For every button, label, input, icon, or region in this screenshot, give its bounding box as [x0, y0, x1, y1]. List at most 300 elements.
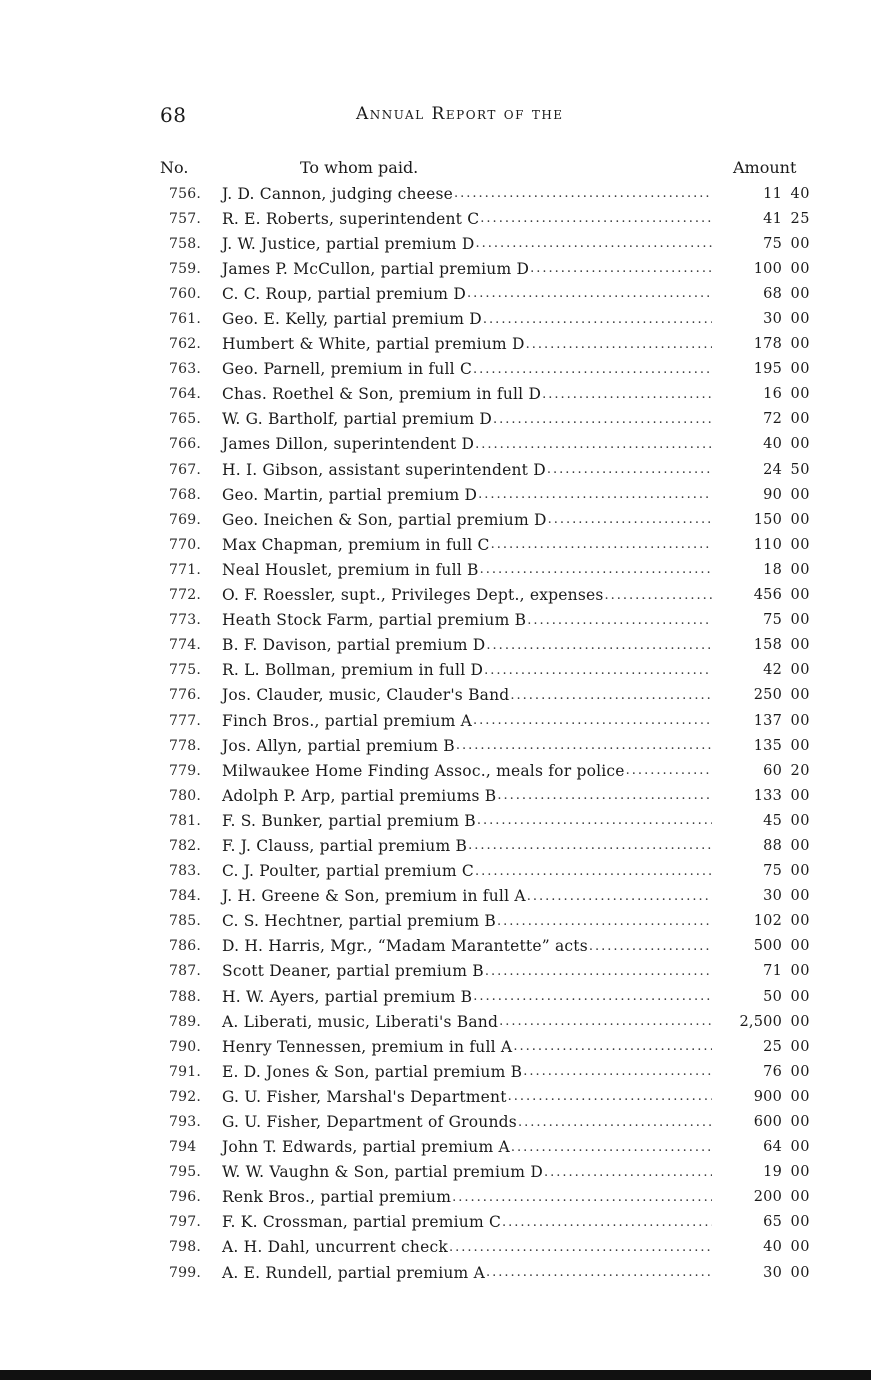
voucher-number: 798.	[169, 1239, 201, 1256]
amount	[712, 763, 810, 779]
dot-leader	[522, 1064, 712, 1079]
dot-leader	[507, 1089, 712, 1104]
payment-row	[160, 1034, 810, 1059]
amount-cents: 00	[790, 386, 810, 403]
amount-cents: 00	[790, 1038, 810, 1055]
payment-row	[160, 557, 810, 582]
voucher-number: 789.	[169, 1013, 201, 1030]
amount-dollars: 150	[753, 511, 782, 528]
amount-cents: 00	[790, 1013, 810, 1030]
dot-leader	[474, 236, 712, 251]
payee-text: Milwaukee Home Finding Assoc., meals for police	[222, 761, 625, 780]
payment-row	[160, 206, 810, 231]
amount-dollars: 195	[753, 361, 782, 378]
payee-text: G. U. Fisher, Marshal's Department	[222, 1087, 507, 1106]
running-head: Annual Report of the	[356, 104, 564, 124]
payment-row	[160, 733, 810, 758]
amount-dollars: 42	[763, 662, 782, 679]
amount-dollars: 200	[753, 1189, 782, 1206]
payee-text: F. J. Clauss, partial premium B	[222, 836, 468, 855]
payee-description	[216, 912, 712, 930]
amount	[712, 788, 810, 804]
amount	[712, 562, 810, 578]
amount	[712, 913, 810, 929]
payee-text: Scott Deaner, partial premium B	[222, 962, 484, 981]
amount-dollars: 76	[763, 1063, 782, 1080]
column-header-amount: Amount	[733, 158, 797, 177]
payment-row	[160, 683, 810, 708]
payee-description	[216, 737, 712, 755]
amount	[712, 963, 810, 979]
amount-dollars: 45	[763, 812, 782, 829]
dot-leader	[547, 512, 712, 527]
amount	[712, 637, 810, 653]
amount	[712, 386, 810, 402]
voucher-number: 799.	[169, 1264, 201, 1281]
amount-cents: 00	[790, 311, 810, 328]
voucher-number: 784.	[169, 888, 201, 905]
amount-cents: 00	[790, 1189, 810, 1206]
amount-dollars: 65	[763, 1214, 782, 1231]
payee-text: James P. McCullon, partial premium D	[222, 259, 530, 278]
amount	[712, 662, 810, 678]
amount	[712, 462, 810, 478]
voucher-number: 780.	[169, 787, 201, 804]
voucher-number: 779.	[169, 762, 201, 779]
payee-description	[216, 962, 712, 980]
amount-cents: 00	[790, 1088, 810, 1105]
voucher-number: 794	[169, 1139, 197, 1156]
payee-text: John T. Edwards, partial premium A	[222, 1138, 510, 1157]
payment-row	[160, 808, 810, 833]
amount	[712, 286, 810, 302]
voucher-number: 788.	[169, 988, 201, 1005]
amount-cents: 00	[790, 787, 810, 804]
payment-row	[160, 658, 810, 683]
amount	[712, 1214, 810, 1230]
amount-dollars: 11	[763, 185, 782, 202]
dot-leader	[604, 588, 712, 603]
dot-leader	[455, 738, 712, 753]
voucher-number: 772.	[169, 587, 201, 604]
amount	[712, 411, 810, 427]
amount-dollars: 19	[763, 1164, 782, 1181]
payee-description	[216, 410, 712, 428]
dot-leader	[526, 889, 712, 904]
amount	[712, 537, 810, 553]
payment-row	[160, 256, 810, 281]
dot-leader	[448, 1240, 712, 1255]
payee-description	[216, 561, 712, 579]
voucher-number: 763.	[169, 361, 201, 378]
voucher-number: 790.	[169, 1038, 201, 1055]
amount	[712, 938, 810, 954]
voucher-number: 785.	[169, 913, 201, 930]
payment-row	[160, 583, 810, 608]
amount-cents: 00	[790, 260, 810, 277]
payee-description	[216, 210, 712, 228]
voucher-number: 757.	[169, 210, 201, 227]
amount-cents: 00	[790, 687, 810, 704]
payee-text: James Dillon, superintendent D	[222, 435, 475, 454]
amount	[712, 1014, 810, 1030]
payee-description	[216, 435, 712, 453]
payee-text: F. S. Bunker, partial premium B	[222, 811, 476, 830]
voucher-number: 786.	[169, 938, 201, 955]
amount	[712, 612, 810, 628]
amount-dollars: 24	[763, 461, 782, 478]
payee-description	[216, 511, 712, 529]
payee-description	[216, 686, 712, 704]
payment-row	[160, 1009, 810, 1034]
dot-leader	[501, 1215, 712, 1230]
voucher-number: 758.	[169, 235, 201, 252]
amount-cents: 00	[790, 561, 810, 578]
amount-cents: 00	[790, 486, 810, 503]
amount-dollars: 137	[753, 712, 782, 729]
payee-description	[216, 486, 712, 504]
amount-dollars: 60	[763, 762, 782, 779]
voucher-number: 776.	[169, 687, 201, 704]
amount-dollars: 133	[753, 787, 782, 804]
voucher-number: 759.	[169, 260, 201, 277]
payee-description	[216, 837, 712, 855]
amount	[712, 336, 810, 352]
payment-row	[160, 833, 810, 858]
payment-row	[160, 457, 810, 482]
amount	[712, 1265, 810, 1281]
column-header-no: No.	[160, 158, 189, 177]
payment-row	[160, 432, 810, 457]
dot-leader	[474, 864, 712, 879]
dot-leader	[490, 537, 712, 552]
amount-dollars: 456	[753, 587, 782, 604]
voucher-number: 766.	[169, 436, 201, 453]
dot-leader	[510, 1140, 712, 1155]
payee-text: Geo. Parnell, premium in full C	[222, 360, 473, 379]
payee-text: O. F. Roessler, supt., Privileges Dept., expenses	[222, 586, 604, 605]
voucher-number: 756.	[169, 185, 201, 202]
dot-leader	[526, 613, 712, 628]
payment-row	[160, 231, 810, 256]
payee-description	[216, 1038, 712, 1056]
payee-text: E. D. Jones & Son, partial premium B	[222, 1062, 523, 1081]
payee-text: R. E. Roberts, superintendent C	[222, 209, 480, 228]
payee-description	[216, 360, 712, 378]
amount-dollars: 72	[763, 411, 782, 428]
payment-list	[160, 181, 810, 1285]
payee-description	[216, 1213, 712, 1231]
voucher-number: 764.	[169, 386, 201, 403]
amount-cents: 00	[790, 511, 810, 528]
voucher-number: 761.	[169, 311, 201, 328]
payee-description	[216, 260, 712, 278]
amount	[712, 863, 810, 879]
payee-text: Geo. E. Kelly, partial premium D	[222, 310, 482, 329]
dot-leader	[543, 1165, 712, 1180]
amount-cents: 00	[790, 863, 810, 880]
amount-dollars: 102	[753, 913, 782, 930]
payment-row	[160, 859, 810, 884]
amount	[712, 261, 810, 277]
payee-text: W. W. Vaughn & Son, partial premium D	[222, 1163, 543, 1182]
amount-dollars: 250	[753, 687, 782, 704]
voucher-number: 782.	[169, 837, 201, 854]
amount-dollars: 600	[753, 1114, 782, 1131]
amount	[712, 1139, 810, 1155]
amount	[712, 813, 810, 829]
amount-dollars: 64	[763, 1139, 782, 1156]
dot-leader	[451, 1190, 712, 1205]
amount	[712, 436, 810, 452]
amount-dollars: 50	[763, 988, 782, 1005]
amount-dollars: 75	[763, 863, 782, 880]
amount-cents: 00	[790, 1239, 810, 1256]
amount-cents: 00	[790, 938, 810, 955]
payee-description	[216, 1113, 712, 1131]
payment-row	[160, 1109, 810, 1134]
dot-leader	[529, 261, 712, 276]
payee-description	[216, 285, 712, 303]
amount-dollars: 25	[763, 1038, 782, 1055]
amount-dollars: 75	[763, 235, 782, 252]
amount-cents: 00	[790, 1114, 810, 1131]
amount-cents: 00	[790, 612, 810, 629]
amount-cents: 00	[790, 712, 810, 729]
payee-text: Henry Tennessen, premium in full A	[222, 1037, 513, 1056]
amount-dollars: 16	[763, 386, 782, 403]
payment-row	[160, 507, 810, 532]
amount-cents: 00	[790, 235, 810, 252]
amount-dollars: 40	[763, 436, 782, 453]
payment-row	[160, 281, 810, 306]
amount-cents: 00	[790, 737, 810, 754]
amount-cents: 25	[790, 210, 810, 227]
amount-dollars: 158	[753, 637, 782, 654]
amount	[712, 738, 810, 754]
dot-leader	[498, 1014, 712, 1029]
payment-row	[160, 783, 810, 808]
payment-row	[160, 332, 810, 357]
payment-row	[160, 306, 810, 331]
dot-leader	[466, 286, 712, 301]
dot-leader	[625, 763, 712, 778]
dot-leader	[546, 462, 712, 477]
dot-leader	[477, 487, 712, 502]
dot-leader	[484, 964, 712, 979]
payee-description	[216, 586, 712, 604]
voucher-number: 775.	[169, 662, 201, 679]
dot-leader	[482, 312, 712, 327]
voucher-number: 781.	[169, 812, 201, 829]
payee-description	[216, 1063, 712, 1081]
payee-text: R. L. Bollman, premium in full D	[222, 661, 484, 680]
payee-text: J. W. Justice, partial premium D	[222, 234, 475, 253]
amount-dollars: 71	[763, 963, 782, 980]
payee-text: H. I. Gibson, assistant superintendent D	[222, 460, 546, 479]
payment-row	[160, 1185, 810, 1210]
amount-cents: 00	[790, 1063, 810, 1080]
payee-description	[216, 235, 712, 253]
payment-row	[160, 1084, 810, 1109]
amount	[712, 1239, 810, 1255]
amount-cents: 00	[790, 888, 810, 905]
payee-description	[216, 661, 712, 679]
payee-description	[216, 1138, 712, 1156]
payee-text: C. S. Hechtner, partial premium B	[222, 912, 497, 931]
payee-description	[216, 762, 712, 780]
amount-cents: 00	[790, 1139, 810, 1156]
amount-dollars: 40	[763, 1239, 782, 1256]
amount-dollars: 75	[763, 612, 782, 629]
amount-cents: 00	[790, 988, 810, 1005]
amount	[712, 1114, 810, 1130]
dot-leader	[512, 1039, 712, 1054]
amount-cents: 20	[790, 762, 810, 779]
amount-dollars: 30	[763, 888, 782, 905]
amount-cents: 00	[790, 1164, 810, 1181]
payment-row	[160, 1059, 810, 1084]
payee-text: G. U. Fisher, Department of Grounds	[222, 1113, 517, 1132]
payee-description	[216, 335, 712, 353]
payee-description	[216, 712, 712, 730]
payment-row	[160, 1210, 810, 1235]
dot-leader	[541, 387, 712, 402]
payee-text: F. K. Crossman, partial premium C	[222, 1213, 502, 1232]
amount	[712, 1064, 810, 1080]
payee-description	[216, 937, 712, 955]
payee-text: Jos. Clauder, music, Clauder's Band	[222, 686, 510, 705]
voucher-number: 774.	[169, 637, 201, 654]
amount	[712, 838, 810, 854]
payee-description	[216, 887, 712, 905]
amount	[712, 186, 810, 202]
dot-leader	[472, 713, 712, 728]
amount-dollars: 90	[763, 486, 782, 503]
amount-cents: 00	[790, 411, 810, 428]
voucher-number: 797.	[169, 1214, 201, 1231]
amount-dollars: 110	[753, 536, 782, 553]
dot-leader	[588, 939, 712, 954]
voucher-number: 793.	[169, 1114, 201, 1131]
amount	[712, 361, 810, 377]
payment-row	[160, 1260, 810, 1285]
amount-cents: 00	[790, 1264, 810, 1281]
payee-text: Geo. Ineichen & Son, partial premium D	[222, 510, 547, 529]
dot-leader	[474, 437, 712, 452]
voucher-number: 767.	[169, 461, 201, 478]
voucher-number: 765.	[169, 411, 201, 428]
amount-cents: 00	[790, 662, 810, 679]
payee-text: Chas. Roethel & Son, premium in full D	[222, 385, 542, 404]
amount-dollars: 68	[763, 285, 782, 302]
amount-cents: 00	[790, 436, 810, 453]
amount-cents: 00	[790, 963, 810, 980]
payee-text: Heath Stock Farm, partial premium B	[222, 611, 527, 630]
amount-cents: 40	[790, 185, 810, 202]
payee-description	[216, 988, 712, 1006]
payee-description	[216, 636, 712, 654]
amount-cents: 00	[790, 536, 810, 553]
payee-description	[216, 611, 712, 629]
dot-leader	[517, 1115, 712, 1130]
payment-row	[160, 884, 810, 909]
amount	[712, 311, 810, 327]
payee-text: D. H. Harris, Mgr., “Madam Marantette” acts	[222, 937, 588, 956]
payment-row	[160, 357, 810, 382]
payment-row	[160, 959, 810, 984]
payee-text: W. G. Bartholf, partial premium D	[222, 410, 493, 429]
payment-row	[160, 758, 810, 783]
dot-leader	[492, 412, 712, 427]
dot-leader	[479, 211, 712, 226]
voucher-number: 768.	[169, 486, 201, 503]
payee-text: J. H. Greene & Son, premium in full A	[222, 887, 526, 906]
voucher-number: 795.	[169, 1164, 201, 1181]
payee-text: C. C. Roup, partial premium D	[222, 284, 466, 303]
voucher-number: 796.	[169, 1189, 201, 1206]
column-header-to-whom-paid: To whom paid.	[300, 158, 419, 177]
amount-dollars: 2,500	[739, 1013, 782, 1030]
amount-dollars: 30	[763, 1264, 782, 1281]
amount-dollars: 30	[763, 311, 782, 328]
amount	[712, 1164, 810, 1180]
voucher-number: 771.	[169, 561, 201, 578]
payment-row	[160, 532, 810, 557]
dot-leader	[453, 186, 712, 201]
payment-row	[160, 181, 810, 206]
payee-description	[216, 1238, 712, 1256]
payee-description	[216, 185, 712, 203]
payment-row	[160, 1160, 810, 1185]
amount	[712, 713, 810, 729]
voucher-number: 778.	[169, 737, 201, 754]
dot-leader	[472, 362, 712, 377]
dot-leader	[483, 663, 712, 678]
payee-text: Finch Bros., partial premium A	[222, 711, 472, 730]
payee-text: H. W. Ayers, partial premium B	[222, 987, 473, 1006]
payee-text: Humbert & White, partial premium D	[222, 335, 525, 354]
amount-cents: 50	[790, 461, 810, 478]
payee-text: C. J. Poulter, partial premium C	[222, 862, 474, 881]
amount	[712, 587, 810, 603]
page-number: 68	[160, 103, 187, 127]
amount-cents: 00	[790, 913, 810, 930]
dot-leader	[525, 337, 712, 352]
payee-description	[216, 1088, 712, 1106]
payee-text: Adolph P. Arp, partial premiums B	[222, 786, 497, 805]
payment-row	[160, 984, 810, 1009]
payee-description	[216, 862, 712, 880]
payee-description	[216, 1188, 712, 1206]
payment-row	[160, 1135, 810, 1160]
voucher-number: 769.	[169, 511, 201, 528]
payment-row	[160, 708, 810, 733]
voucher-number: 787.	[169, 963, 201, 980]
payee-text: A. E. Rundell, partial premium A	[222, 1263, 485, 1282]
payee-text: Max Chapman, premium in full C	[222, 535, 490, 554]
payee-description	[216, 385, 712, 403]
dot-leader	[472, 989, 712, 1004]
amount-cents: 00	[790, 1214, 810, 1231]
amount	[712, 1189, 810, 1205]
amount	[712, 1089, 810, 1105]
amount	[712, 687, 810, 703]
amount-cents: 00	[790, 637, 810, 654]
amount-cents: 00	[790, 587, 810, 604]
amount-dollars: 100	[753, 260, 782, 277]
voucher-number: 770.	[169, 536, 201, 553]
